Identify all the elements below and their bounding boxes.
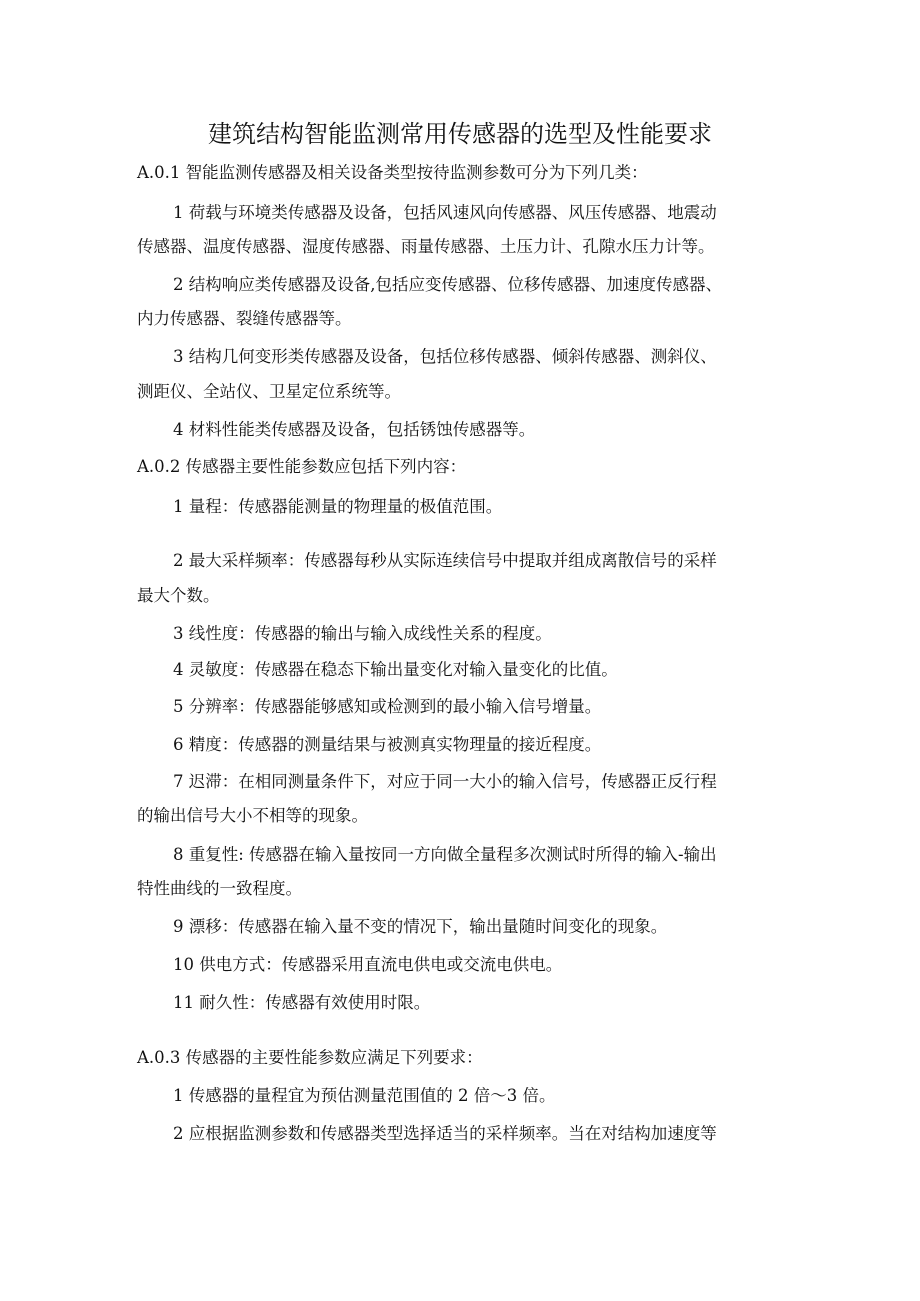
list-item: 1 传感器的量程宜为预估测量范围值的 2 倍～3 倍。 <box>173 1086 556 1105</box>
list-item-continuation: 最大个数。 <box>137 586 220 605</box>
list-item: 2 应根据监测参数和传感器类型选择适当的采样频率。当在对结构加速度等 <box>173 1124 717 1143</box>
section-heading-a01: A.0.1 智能监测传感器及相关设备类型按待监测参数可分为下列几类： <box>137 163 648 182</box>
list-item-continuation: 内力传感器、裂缝传感器等。 <box>137 309 352 328</box>
section-heading-a03: A.0.3 传感器的主要性能参数应满足下列要求： <box>137 1048 483 1067</box>
list-item: 7 迟滞：在相同测量条件下，对应于同一大小的输入信号，传感器正反行程 <box>173 772 717 791</box>
section-heading-a02: A.0.2 传感器主要性能参数应包括下列内容： <box>137 457 467 476</box>
list-item: 2 结构响应类传感器及设备,包括应变传感器、位移传感器、加速度传感器、 <box>173 275 722 294</box>
list-item-continuation: 测距仪、全站仪、卫星定位系统等。 <box>137 382 401 401</box>
list-item: 2 最大采样频率：传感器每秒从实际连续信号中提取并组成离散信号的采样 <box>173 551 717 570</box>
list-item: 9 漂移：传感器在输入量不变的情况下，输出量随时间变化的现象。 <box>173 917 668 936</box>
list-item: 6 精度：传感器的测量结果与被测真实物理量的接近程度。 <box>173 735 602 754</box>
list-item: 3 结构几何变形类传感器及设备，包括位移传感器、倾斜传感器、测斜仪、 <box>173 347 717 366</box>
list-item: 4 材料性能类传感器及设备，包括锈蚀传感器等。 <box>173 420 536 439</box>
list-item: 4 灵敏度：传感器在稳态下输出量变化对输入量变化的比值。 <box>173 660 618 679</box>
document-title: 建筑结构智能监测常用传感器的选型及性能要求 <box>208 120 712 148</box>
list-item-continuation: 传感器、温度传感器、湿度传感器、雨量传感器、土压力计、孔隙水压力计等。 <box>137 237 715 256</box>
list-item: 1 荷载与环境类传感器及设备，包括风速风向传感器、风压传感器、地震动 <box>173 203 717 222</box>
list-item: 5 分辨率：传感器能够感知或检测到的最小输入信号增量。 <box>173 697 602 716</box>
list-item: 10 供电方式：传感器采用直流电供电或交流电供电。 <box>173 955 563 974</box>
list-item: 1 量程：传感器能测量的物理量的极值范围。 <box>173 497 503 516</box>
list-item-continuation: 特性曲线的一致程度。 <box>137 879 302 898</box>
list-item: 11 耐久性：传感器有效使用时限。 <box>173 993 431 1012</box>
list-item-continuation: 的输出信号大小不相等的现象。 <box>137 806 368 825</box>
list-item: 3 线性度：传感器的输出与输入成线性关系的程度。 <box>173 624 552 643</box>
list-item: 8 重复性: 传感器在输入量按同一方向做全量程多次测试时所得的输入-输出 <box>173 845 717 864</box>
